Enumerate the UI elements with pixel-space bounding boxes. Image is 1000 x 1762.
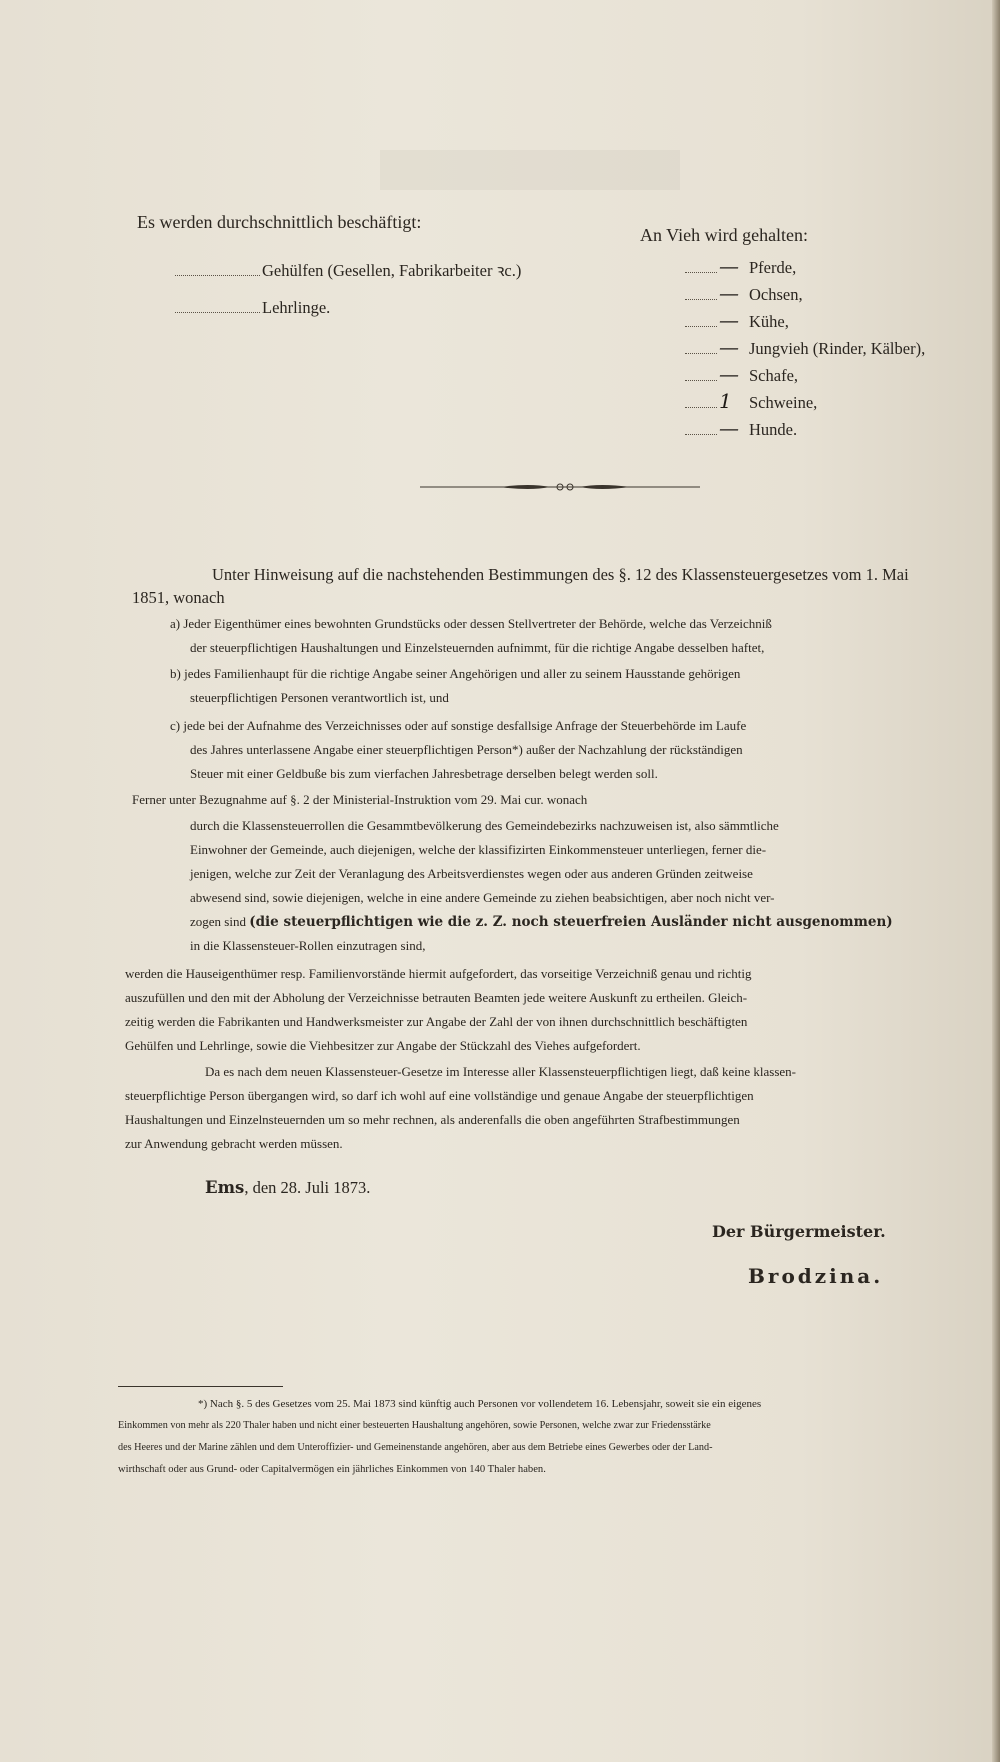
further-line-4: abwesend sind, sowie diejenigen, welche in eine andere Gemeinde zu ziehen beabsichtigen, aber noch nicht ver-: [190, 890, 775, 905]
further-line-5: zogen sind (die steuerpflichtigen wie die z. Z. noch steuerfreien Ausländer nicht ausgenommen): [190, 914, 893, 930]
employed-heading: Es werden durchschnittlich beschäftigt:: [137, 212, 422, 232]
signature-name: Brodzina.: [748, 1264, 884, 1288]
clause-c-line-2: des Jahres unterlassene Angabe einer steuerpflichtigen Person*) außer der Nachzahlung der rückständigen: [190, 742, 743, 757]
signature-title: Der Bürgermeister.: [712, 1222, 886, 1241]
handwritten-mark: 1: [719, 389, 732, 413]
further-line-2: Einwohner der Gemeinde, auch diejenigen, welche der klassifizirten Einkommensteuer unterliegen, ferner die-: [190, 842, 767, 857]
further-intro: Ferner unter Bezugnahme auf §. 2 der Ministerial-Instruktion vom 29. Mai cur. wonach: [132, 792, 588, 807]
livestock-item-dogs: — Hunde.: [685, 416, 797, 440]
clause-a-line-1: a) Jeder Eigenthümer eines bewohnten Grundstücks oder dessen Stellvertreter der Behörde, welche das Verzeichniß: [170, 616, 772, 631]
handwritten-mark: —: [719, 416, 739, 440]
footnote-line-2: Einkommen von mehr als 220 Thaler haben und nicht einer besteuerten Haushaltung angehören, sowie Personen, welche zwar zur Friedensstärke: [118, 1420, 711, 1431]
livestock-item-oxen: — Ochsen,: [685, 281, 803, 305]
clause-b-line-2: steuerpflichtigen Personen verantwortlich ist, und: [190, 690, 449, 705]
livestock-item-sheep: — Schafe,: [685, 362, 798, 386]
clause-c-line-3: Steuer mit einer Geldbuße bis zum vierfachen Jahresbetrage derselben belegt werden soll.: [190, 766, 658, 781]
footnote-line-3: des Heeres und der Marine zählen und dem Unteroffizier- und Gemeinenstande angehören, aber aus dem Betriebe eines Gewerbes oder der Land-: [118, 1442, 713, 1453]
place-name: Ems: [205, 1178, 245, 1197]
body-line-1: werden die Hauseigenthümer resp. Familienvorstände hiermit aufgefordert, das vorseitige Verzeichniß genau und richtig: [125, 966, 752, 981]
handwritten-mark: —: [719, 308, 739, 332]
livestock-item-pigs: 1 Schweine,: [685, 389, 817, 413]
further-line-6: in die Klassensteuer-Rollen einzutragen sind,: [190, 938, 426, 953]
body-line-5: Da es nach dem neuen Klassensteuer-Gesetze im Interesse aller Klassensteuerpflichtigen liegt, daß keine klassen-: [205, 1064, 797, 1079]
body-line-7: Haushaltungen und Einzelnsteuernden um so mehr rechnen, als anderenfalls die oben angeführten Strafbestimmungen: [125, 1112, 740, 1127]
footnote-line-1: *) Nach §. 5 des Gesetzes vom 25. Mai 1873 sind künftig auch Personen vor vollendetem 16. Lebensjahr, soweit sie ein eigenes: [198, 1398, 762, 1410]
body-line-8: zur Anwendung gebracht werden müssen.: [125, 1136, 343, 1151]
clause-b-line-1: b) jedes Familienhaupt für die richtige Angabe seiner Angehörigen und aller zu seinem Hausstande gehörigen: [170, 666, 741, 681]
intro-line-1: Unter Hinweisung auf die nachstehenden Bestimmungen des §. 12 des Klassensteuergesetzes vom 1. Mai: [212, 565, 909, 584]
intro-line-2: 1851, wonach: [132, 588, 225, 607]
clause-a-line-2: der steuerpflichtigen Haushaltungen und Einzelsteuernden aufnimmt, für die richtige Angabe desselben haftet,: [190, 640, 765, 655]
body-line-6: steuerpflichtige Person übergangen wird, so darf ich wohl auf eine vollständige und genaue Angabe der steuerpflichtigen: [125, 1088, 754, 1103]
handwritten-mark: —: [719, 362, 739, 386]
page-edge-shadow: [992, 0, 1000, 1762]
body-line-2: auszufüllen und den mit der Abholung der Verzeichnisse betrauten Beamten jede weitere Auskunft zu ertheilen. Gleich-: [125, 990, 748, 1005]
body-line-3: zeitig werden die Fabrikanten und Handwerksmeister zur Angabe der Zahl der von ihnen durchschnittlich beschäftigten: [125, 1014, 748, 1029]
handwritten-mark: —: [719, 335, 739, 359]
further-line-1: durch die Klassensteuerrollen die Gesammtbevölkerung des Gemeindebezirks nachzuweisen ist, also sämmtliche: [190, 818, 779, 833]
further-bold-emphasis: (die steuerpflichtigen wie die z. Z. noch steuerfreien Ausländer nicht ausgenommen): [249, 914, 893, 930]
clause-c-line-1: c) jede bei der Aufnahme des Verzeichnisses oder auf sonstige desfallsige Anfrage der Steuerbehörde im Laufe: [170, 718, 747, 733]
employed-item-apprentices: Lehrlinge.: [175, 298, 330, 318]
body-line-4: Gehülfen und Lehrlinge, sowie die Viehbesitzer zur Angabe der Stückzahl des Viehes aufgefordert.: [125, 1038, 641, 1053]
livestock-item-horses: — Pferde,: [685, 254, 796, 278]
employed-item-assistants: Gehülfen (Gesellen, Fabrikarbeiter ꝛc.): [175, 258, 521, 281]
date-line: Ems, den 28. Juli 1873.: [205, 1178, 371, 1197]
handwritten-mark: —: [719, 254, 739, 278]
ornament-divider: [420, 482, 700, 492]
livestock-item-young-cattle: — Jungvieh (Rinder, Kälber),: [685, 335, 925, 359]
livestock-item-cows: — Kühe,: [685, 308, 789, 332]
livestock-heading: An Vieh wird gehalten:: [640, 225, 809, 245]
handwritten-mark: —: [719, 281, 739, 305]
footnote-rule: [118, 1386, 283, 1387]
footnote-line-4: wirthschaft oder aus Grund- oder Capitalvermögen ein jährliches Einkommen von 140 Thaler haben.: [118, 1464, 546, 1475]
further-line-3: jenigen, welche zur Zeit der Veranlagung des Arbeitsverdienstes wegen oder aus anderen Gründen zeitweise: [190, 866, 753, 881]
show-through-ghost: [380, 150, 680, 190]
